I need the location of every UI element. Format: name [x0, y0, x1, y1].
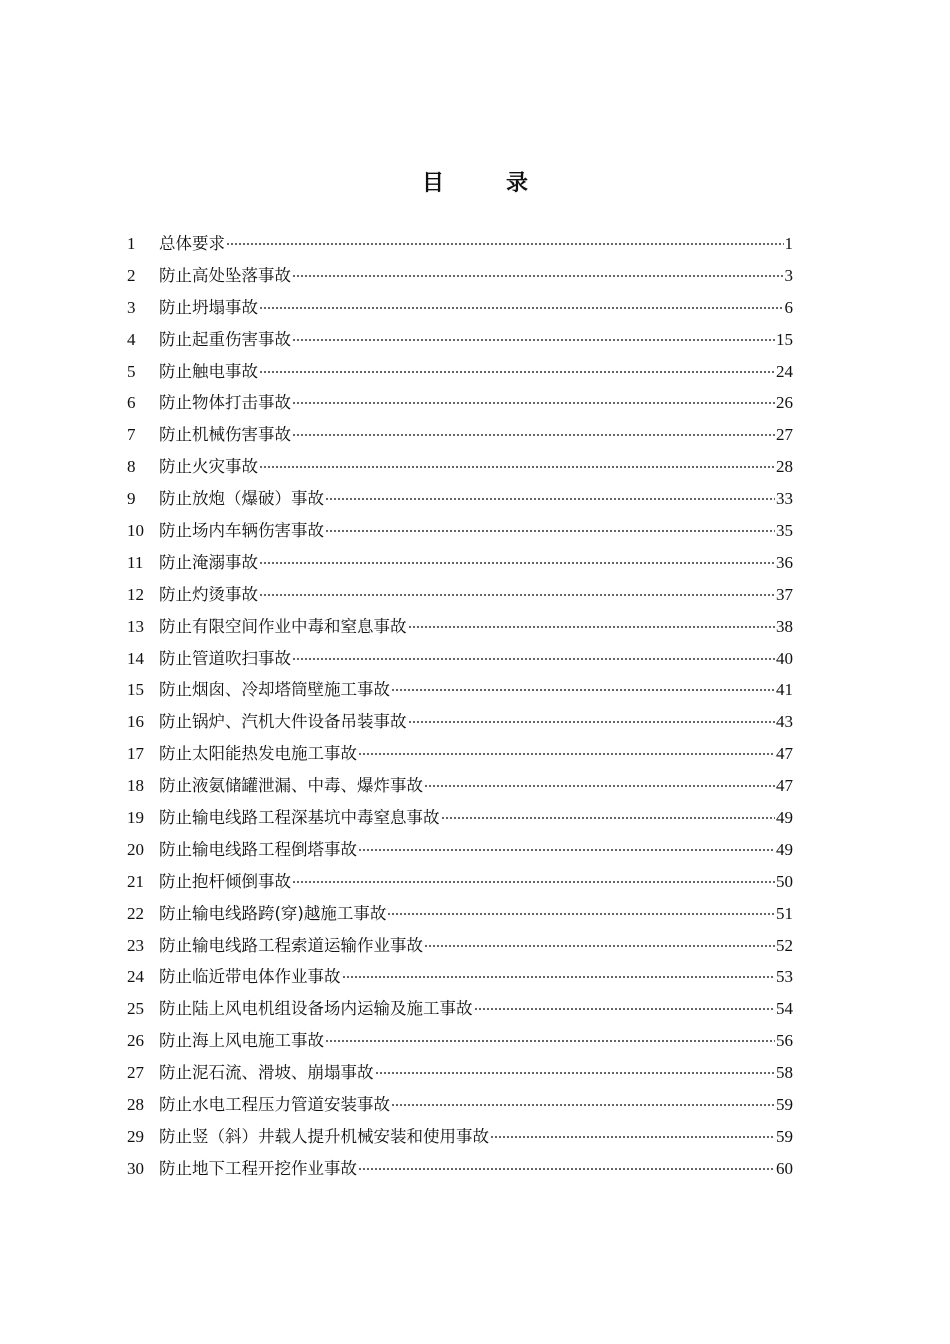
toc-entry-number: 28 — [127, 1095, 144, 1115]
toc-entry-page-number: 60 — [776, 1158, 793, 1178]
toc-entry-page-number: 49 — [776, 839, 793, 859]
toc-entry[interactable] — [127, 260, 793, 292]
toc-dot-leader — [292, 434, 775, 436]
toc-entry[interactable] — [127, 547, 793, 579]
toc-entry-page-number: 36 — [776, 552, 793, 572]
toc-entry[interactable] — [127, 706, 793, 738]
toc-entry-page-number: 59 — [776, 1126, 793, 1146]
toc-entry[interactable] — [127, 483, 793, 515]
table-of-contents — [127, 228, 793, 1185]
toc-entry-page-number: 52 — [776, 935, 793, 955]
toc-dot-leader — [358, 849, 775, 851]
toc-entry-number: 11 — [127, 552, 144, 572]
toc-entry[interactable] — [127, 451, 793, 483]
toc-entry-page-number: 47 — [776, 776, 793, 796]
toc-dot-leader — [292, 658, 775, 660]
toc-entry-page-number: 27 — [776, 425, 793, 445]
toc-entry-number: 16 — [127, 712, 144, 732]
toc-entry-number: 9 — [127, 489, 136, 509]
toc-entry[interactable] — [127, 802, 793, 834]
toc-entry-page-number: 38 — [776, 616, 793, 636]
toc-entry-page-number: 41 — [776, 680, 793, 700]
toc-entry[interactable] — [127, 834, 793, 866]
toc-entry-number: 6 — [127, 393, 136, 413]
toc-entry-page-number: 1 — [784, 234, 793, 253]
toc-entry-number: 14 — [127, 648, 144, 668]
toc-dot-leader — [226, 243, 784, 245]
toc-entry[interactable] — [127, 961, 793, 993]
toc-dot-leader — [408, 626, 776, 628]
toc-entry-page-number: 49 — [776, 808, 793, 828]
toc-entry[interactable] — [127, 356, 793, 388]
toc-entry-title: 防止输电线路工程索道运输作业事故 — [159, 935, 423, 955]
toc-dot-leader — [424, 945, 775, 947]
toc-entry-title: 防止烟囱、冷却塔筒壁施工事故 — [159, 680, 390, 700]
toc-entry[interactable] — [127, 643, 793, 675]
toc-entry-page-number: 35 — [776, 521, 793, 541]
toc-dot-leader — [325, 1040, 775, 1042]
toc-entry-number: 2 — [127, 265, 136, 285]
toc-entry[interactable] — [127, 898, 793, 930]
toc-entry-title: 防止触电事故 — [159, 361, 258, 381]
toc-entry-page-number: 33 — [776, 489, 793, 509]
toc-dot-leader — [391, 1104, 775, 1106]
toc-entry-title: 防止地下工程开挖作业事故 — [159, 1158, 357, 1178]
toc-entry-title: 防止陆上风电机组设备场内运输及施工事故 — [159, 999, 473, 1019]
toc-dot-leader — [474, 1008, 776, 1010]
toc-entry[interactable] — [127, 228, 793, 260]
toc-entry-number: 7 — [127, 425, 136, 445]
toc-entry-page-number: 47 — [776, 744, 793, 764]
toc-entry-title: 防止输电线路工程倒塔事故 — [159, 839, 357, 859]
toc-entry-title: 防止放炮（爆破）事故 — [159, 489, 324, 509]
toc-entry-number: 22 — [127, 903, 144, 923]
toc-entry-number: 25 — [127, 999, 144, 1019]
toc-dot-leader — [441, 817, 776, 819]
toc-dot-leader — [325, 498, 775, 500]
toc-entry-title: 总体要求 — [159, 234, 225, 253]
toc-entry-title: 防止临近带电体作业事故 — [159, 967, 341, 987]
toc-dot-leader — [292, 339, 775, 341]
toc-entry-number: 3 — [127, 297, 136, 317]
toc-entry-number: 12 — [127, 584, 144, 604]
toc-entry[interactable] — [127, 579, 793, 611]
toc-entry-page-number: 59 — [776, 1095, 793, 1115]
toc-entry-number: 15 — [127, 680, 144, 700]
toc-entry-number: 18 — [127, 776, 144, 796]
toc-dot-leader — [375, 1072, 776, 1074]
toc-dot-leader — [424, 785, 775, 787]
toc-entry-number: 24 — [127, 967, 144, 987]
toc-entry-title: 防止锅炉、汽机大件设备吊装事故 — [159, 712, 407, 732]
toc-dot-leader — [259, 562, 775, 564]
toc-entry[interactable] — [127, 1057, 793, 1089]
toc-entry-title: 防止淹溺事故 — [159, 552, 258, 572]
toc-entry-page-number: 15 — [776, 329, 793, 349]
toc-entry-title: 防止有限空间作业中毒和窒息事故 — [159, 616, 407, 636]
toc-entry[interactable] — [127, 674, 793, 706]
toc-dot-leader — [259, 594, 775, 596]
toc-entry[interactable] — [127, 292, 793, 324]
toc-entry-number: 30 — [127, 1158, 144, 1178]
toc-entry-page-number: 3 — [784, 265, 793, 285]
toc-dot-leader — [391, 689, 775, 691]
toc-entry-number: 27 — [127, 1063, 144, 1083]
toc-entry[interactable] — [127, 1121, 793, 1153]
toc-dot-leader — [325, 530, 775, 532]
toc-dot-leader — [387, 913, 775, 915]
toc-entry-page-number: 26 — [776, 393, 793, 413]
toc-entry[interactable] — [127, 419, 793, 451]
toc-dot-leader — [358, 753, 775, 755]
toc-entry-title: 防止坍塌事故 — [159, 297, 258, 317]
toc-entry[interactable] — [127, 770, 793, 802]
toc-entry-number: 10 — [127, 521, 144, 541]
toc-dot-leader — [259, 307, 784, 309]
toc-entry[interactable] — [127, 515, 793, 547]
toc-entry[interactable] — [127, 387, 793, 419]
toc-entry[interactable] — [127, 324, 793, 356]
toc-entry-number: 1 — [127, 234, 136, 253]
toc-entry-title: 防止火灾事故 — [159, 457, 258, 477]
toc-entry-title: 防止竖（斜）井载人提升机械安装和使用事故 — [159, 1126, 489, 1146]
toc-entry[interactable] — [127, 930, 793, 962]
toc-dot-leader — [259, 371, 775, 373]
toc-entry-page-number: 58 — [776, 1063, 793, 1083]
toc-entry-number: 26 — [127, 1031, 144, 1051]
toc-entry-number: 13 — [127, 616, 144, 636]
toc-dot-leader — [408, 721, 776, 723]
toc-entry-page-number: 50 — [776, 871, 793, 891]
toc-entry[interactable] — [127, 1153, 793, 1185]
toc-entry-page-number: 53 — [776, 967, 793, 987]
toc-entry-title: 防止高处坠落事故 — [159, 265, 291, 285]
toc-dot-leader — [292, 275, 784, 277]
toc-entry-number: 20 — [127, 839, 144, 859]
toc-entry-page-number: 56 — [776, 1031, 793, 1051]
toc-entry[interactable] — [127, 993, 793, 1025]
toc-entry-number: 17 — [127, 744, 144, 764]
toc-dot-leader — [292, 402, 775, 404]
toc-entry-number: 4 — [127, 329, 136, 349]
toc-entry-title: 防止灼烫事故 — [159, 584, 258, 604]
toc-entry[interactable] — [127, 866, 793, 898]
toc-entry-title: 防止起重伤害事故 — [159, 329, 291, 349]
toc-entry-title: 防止海上风电施工事故 — [159, 1031, 324, 1051]
toc-entry-page-number: 54 — [776, 999, 793, 1019]
toc-entry-page-number: 6 — [784, 297, 793, 317]
toc-entry-title: 防止太阳能热发电施工事故 — [159, 744, 357, 764]
toc-entry-number: 23 — [127, 935, 144, 955]
toc-entry-number: 5 — [127, 361, 136, 381]
toc-dot-leader — [358, 1168, 775, 1170]
toc-entry-page-number: 40 — [776, 648, 793, 668]
toc-entry-title: 防止水电工程压力管道安装事故 — [159, 1095, 390, 1115]
toc-dot-leader — [342, 976, 776, 978]
toc-entry[interactable] — [127, 1089, 793, 1121]
toc-entry[interactable] — [127, 611, 793, 643]
toc-entry-page-number: 51 — [776, 903, 793, 923]
toc-dot-leader — [292, 881, 775, 883]
toc-entry-title: 防止液氨储罐泄漏、中毒、爆炸事故 — [159, 776, 423, 796]
toc-entry-title: 防止抱杆倾倒事故 — [159, 871, 291, 891]
toc-entry-page-number: 43 — [776, 712, 793, 732]
toc-entry-number: 8 — [127, 457, 136, 477]
toc-entry-title: 防止输电线路跨(穿)越施工事故 — [159, 903, 387, 923]
toc-entry-title: 防止管道吹扫事故 — [159, 648, 291, 668]
toc-entry-title: 防止场内车辆伤害事故 — [159, 521, 324, 541]
toc-entry-number: 19 — [127, 808, 144, 828]
toc-entry[interactable] — [127, 1025, 793, 1057]
toc-entry-page-number: 28 — [776, 457, 793, 477]
toc-entry-title: 防止物体打击事故 — [159, 393, 291, 413]
toc-entry-number: 21 — [127, 871, 144, 891]
toc-entry-number: 29 — [127, 1126, 144, 1146]
page-title: 目 录 — [421, 171, 548, 196]
toc-entry-title: 防止机械伤害事故 — [159, 425, 291, 445]
toc-dot-leader — [490, 1136, 775, 1138]
toc-entry-page-number: 24 — [776, 361, 793, 381]
toc-entry-title: 防止输电线路工程深基坑中毒窒息事故 — [159, 808, 440, 828]
toc-entry-title: 防止泥石流、滑坡、崩塌事故 — [159, 1063, 374, 1083]
toc-entry-page-number: 37 — [776, 584, 793, 604]
toc-dot-leader — [259, 466, 775, 468]
toc-entry[interactable] — [127, 738, 793, 770]
